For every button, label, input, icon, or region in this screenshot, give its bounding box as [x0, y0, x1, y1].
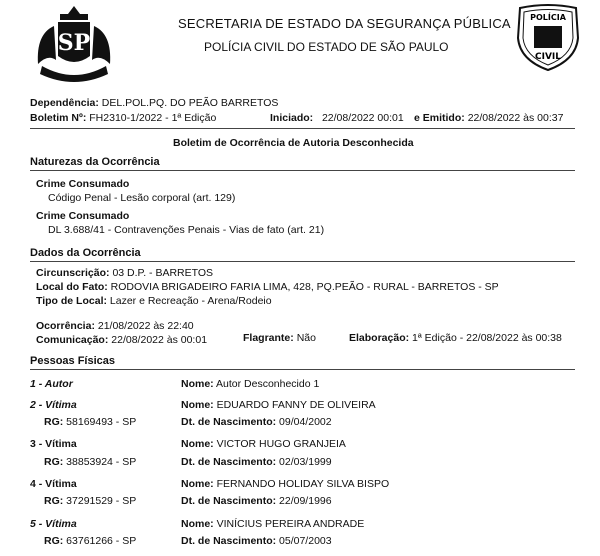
pessoa-dt-row	[181, 495, 332, 507]
tipo-local-label: Tipo de Local:	[36, 295, 107, 307]
pessoa-role: 2 - Vítima	[30, 399, 77, 411]
local-label: Local do Fato:	[36, 281, 108, 293]
policia-civil-badge-icon	[512, 4, 584, 72]
comunicacao-label: Comunicação:	[36, 334, 109, 346]
pessoas-title: Pessoas Físicas	[30, 355, 116, 367]
circunscricao-value: 03 D.P. - BARRETOS	[112, 267, 214, 279]
comunicacao-value: 22/08/2022 às 00:01	[111, 334, 208, 346]
pessoa-rg-row	[44, 456, 136, 468]
flagrante-row	[243, 332, 316, 344]
emitido-row	[414, 112, 563, 124]
nome-label: Nome:	[181, 518, 214, 530]
naturezas-title: Naturezas da Ocorrência	[30, 156, 160, 168]
nome-label: Nome:	[181, 478, 214, 490]
dependencia-label: Dependência:	[30, 97, 99, 109]
local-value: RODOVIA BRIGADEIRO FARIA LIMA, 428, PQ.PEÃO - RURAL - BARRETOS - SP	[110, 281, 499, 293]
pessoa-rg: 38853924 - SP	[66, 456, 137, 468]
dependencia-value: DEL.POL.PQ. DO PEÃO BARRETOS	[101, 97, 279, 109]
pessoa-nome: Autor Desconhecido 1	[216, 378, 320, 390]
iniciado-label: Iniciado:	[270, 112, 314, 124]
dt-label: Dt. de Nascimento:	[181, 535, 277, 547]
sp-coat-of-arms-icon	[28, 4, 120, 88]
tipo-local-row	[36, 295, 272, 307]
pessoa-nome-row	[181, 478, 389, 490]
tipo-local-value: Lazer e Recreação - Arena/Rodeio	[109, 295, 272, 307]
natureza-label: Crime Consumado	[36, 178, 130, 190]
elaboracao-label: Elaboração:	[349, 332, 410, 344]
pessoa-rg: 63761266 - SP	[66, 535, 137, 547]
rg-label: RG:	[44, 535, 64, 547]
iniciado-row	[270, 112, 404, 124]
nome-label: Nome:	[181, 438, 214, 450]
pessoa-dt-row	[181, 535, 332, 547]
pessoa-rg-row	[44, 495, 136, 507]
pessoa-nome-row	[181, 399, 376, 411]
local-row	[36, 281, 499, 293]
pessoa-role: 4 - Vítima	[30, 478, 77, 490]
dt-label: Dt. de Nascimento:	[181, 495, 277, 507]
emitido-value: 22/08/2022 às 00:37	[467, 112, 564, 124]
nome-label: Nome:	[181, 399, 214, 411]
flagrante-value: Não	[296, 332, 316, 344]
elaboracao-value: 1ª Edição - 22/08/2022 às 00:38	[412, 332, 562, 344]
badge-top-text: POLÍCIA	[530, 13, 566, 22]
pessoa-dt: 22/09/1996	[279, 495, 332, 507]
pessoa-dt: 02/03/1999	[279, 456, 332, 468]
pessoa-dt: 09/04/2002	[279, 416, 332, 428]
rg-label: RG:	[44, 495, 64, 507]
iniciado-value: 22/08/2022 00:01	[321, 112, 404, 124]
rg-label: RG:	[44, 456, 64, 468]
boletim-label: Boletim Nº:	[30, 112, 87, 124]
natureza-value: DL 3.688/41 - Contravenções Penais - Vias de fato (art. 21)	[48, 224, 325, 236]
divider	[30, 128, 575, 129]
pessoa-nome-row	[181, 438, 346, 450]
rg-label: RG:	[44, 416, 64, 428]
pessoa-nome: EDUARDO FANNY DE OLIVEIRA	[216, 399, 376, 411]
pessoa-role: 5 - Vítima	[30, 518, 77, 530]
pessoa-role: 3 - Vítima	[30, 438, 77, 450]
pessoa-rg: 58169493 - SP	[66, 416, 137, 428]
seal-letters: SP	[57, 30, 91, 56]
elaboracao-row	[349, 332, 562, 344]
dados-title: Dados da Ocorrência	[30, 247, 141, 259]
pessoa-nome-row	[181, 518, 364, 530]
emitido-label: e Emitido:	[414, 112, 465, 124]
header-secretaria: SECRETARIA DE ESTADO DA SEGURANÇA PÚBLICA	[178, 16, 511, 31]
boletim-row	[30, 112, 216, 124]
circunscricao-row	[36, 267, 213, 279]
natureza-label: Crime Consumado	[36, 210, 130, 222]
pessoa-nome-row	[181, 378, 319, 390]
pessoa-nome: VINÍCIUS PEREIRA ANDRADE	[216, 518, 365, 530]
divider	[30, 369, 575, 370]
pessoa-nome: VICTOR HUGO GRANJEIA	[216, 438, 346, 450]
dt-label: Dt. de Nascimento:	[181, 416, 277, 428]
pessoa-rg-row	[44, 416, 136, 428]
divider	[30, 261, 575, 262]
badge-bottom-text: CIVIL	[534, 52, 562, 62]
pessoa-dt-row	[181, 456, 332, 468]
boletim-value: FH2310-1/2022 - 1ª Edição	[89, 112, 217, 124]
pessoa-rg-row	[44, 535, 136, 547]
comunicacao-row	[36, 334, 207, 346]
pessoa-nome: FERNANDO HOLIDAY SILVA BISPO	[216, 478, 390, 490]
circunscricao-label: Circunscrição:	[36, 267, 110, 279]
pessoa-dt: 05/07/2003	[279, 535, 332, 547]
ocorrencia-row	[36, 320, 194, 332]
natureza-value: Código Penal - Lesão corporal (art. 129)	[48, 192, 236, 204]
header-policia: POLÍCIA CIVIL DO ESTADO DE SÃO PAULO	[204, 40, 449, 54]
ocorrencia-value: 21/08/2022 às 22:40	[97, 320, 194, 332]
pessoa-rg: 37291529 - SP	[66, 495, 137, 507]
divider	[30, 170, 575, 171]
dt-label: Dt. de Nascimento:	[181, 456, 277, 468]
document-title: Boletim de Ocorrência de Autoria Desconhecida	[173, 137, 414, 149]
pessoa-role: 1 - Autor	[30, 378, 73, 390]
ocorrencia-label: Ocorrência:	[36, 320, 95, 332]
flagrante-label: Flagrante:	[243, 332, 294, 344]
nome-label: Nome:	[181, 378, 214, 390]
pessoa-dt-row	[181, 416, 332, 428]
dependencia-row	[30, 97, 278, 109]
